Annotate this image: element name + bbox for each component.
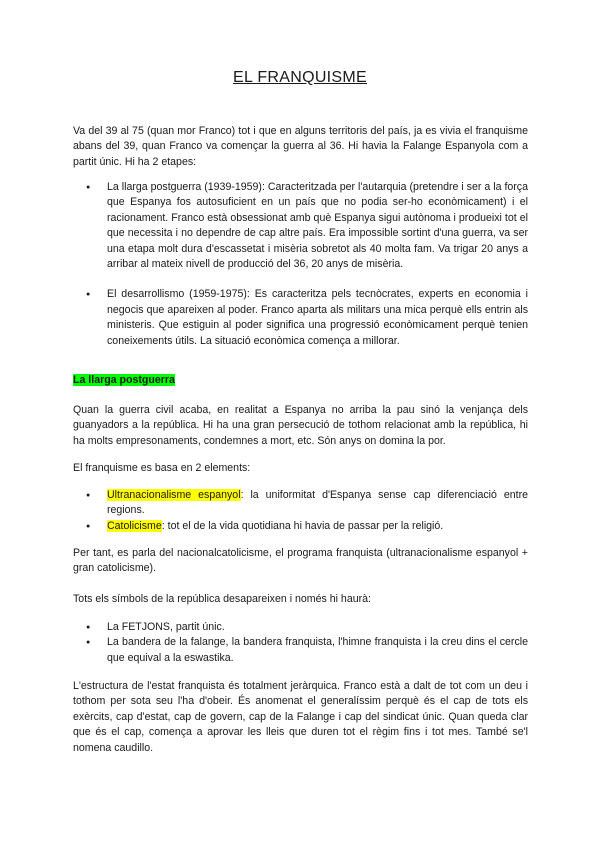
list-item [73, 488, 528, 519]
war-end-paragraph: Quan la guerra civil acaba, en realitat a Espanya no arriba la pau sinó la venjança dels guanyadors a la república. Hi ha una gran persecució de tothom relacionat amb la república, hi ha molts empresonaments, condemnes a mort, etc. Són anys on domina la por. [73, 404, 528, 447]
elements-intro: El franquisme es basa en 2 elements: [73, 462, 251, 474]
stages-list [73, 180, 528, 349]
element-text: : tot el de la vida quotidiana hi havia de passar per la religió. [161, 519, 444, 532]
element-term: Catolicisme [107, 519, 162, 532]
nacionalcatolicisme-paragraph: Per tant, es parla del nacionalcatolicisme, el programa franquista (ultranacionalisme espanyol + gran catolicisme). [73, 547, 528, 575]
intro-paragraph: Va del 39 al 75 (quan mor Franco) tot i que en alguns territoris del país, ja es vivia el franquisme abans del 39, quan Franco va començar la guerra al 36. Hi havia la Falange Espanyola com a partit únic. Hi ha 2 etapes: [73, 125, 528, 168]
list-item: ● El desarrollismo (1959-1975): Es caracteritza pels tecnòcrates, experts en economia i negocis que apareixen al poder. Franco aparta als militars una mica perquè ells entrin als ministeris. Que estiguin al poder significa una progressió econòmicament perquè tenien coneixements útils. La situació econòmica comença a millorar. [73, 287, 528, 349]
list-item: ● La llarga postguerra (1939-1959): Caracteritzada per l'autarquia (pretendre i ser a la força que Espanya fos autosuficient en un país que no podia ser-ho econòmicament) i el racionament. Franco està obsessionat amb què Espanya sigui autònoma i produeixi tot el que necessita i no dependre de cap altre país. Era impossible sortint d'una guerra, va ser una etapa molt dura d'escassetat i misèria sobretot als 40 molta fam. Va trigar 20 anys a arribar al mateix nivell de producció del 36, 20 anys de misèria. [73, 180, 528, 272]
structure-paragraph: L'estructura de l'estat franquista és totalment jeràrquica. Franco està a dalt de tot com un deu i tothom per sota seu l'ha d'obeir. És anomenat el generalíssim perquè és el cap de tots els exèrcits, cap d'estat, cap de govern, cap de la Falange i cap del sindicat únic. Quan queda clar que és el cap, comença a aprovar les lleis que duren tot el règim fins i tot mes. També se'l nomena caudillo. [73, 680, 528, 754]
elements-list [73, 488, 528, 534]
list-item: ● La FETJONS, partit únic. [73, 620, 528, 635]
page-title: EL FRANQUISME [233, 69, 367, 86]
element-term: Ultranacionalisme espanyol [107, 489, 241, 501]
list-item [73, 519, 528, 534]
symbols-list [73, 620, 528, 666]
section-heading-text: La llarga postguerra [73, 374, 175, 386]
symbols-intro: Tots els símbols de la república desapareixen i només hi haurà: [73, 593, 371, 605]
element-text: : la uniformitat d'Espanya sense cap diferenciació entre regions. [107, 489, 528, 517]
list-item: ● La bandera de la falange, la bandera franquista, l'himne franquista i la creu dins el cercle que equival a la eswastika. [73, 635, 528, 666]
section-heading [73, 373, 528, 388]
